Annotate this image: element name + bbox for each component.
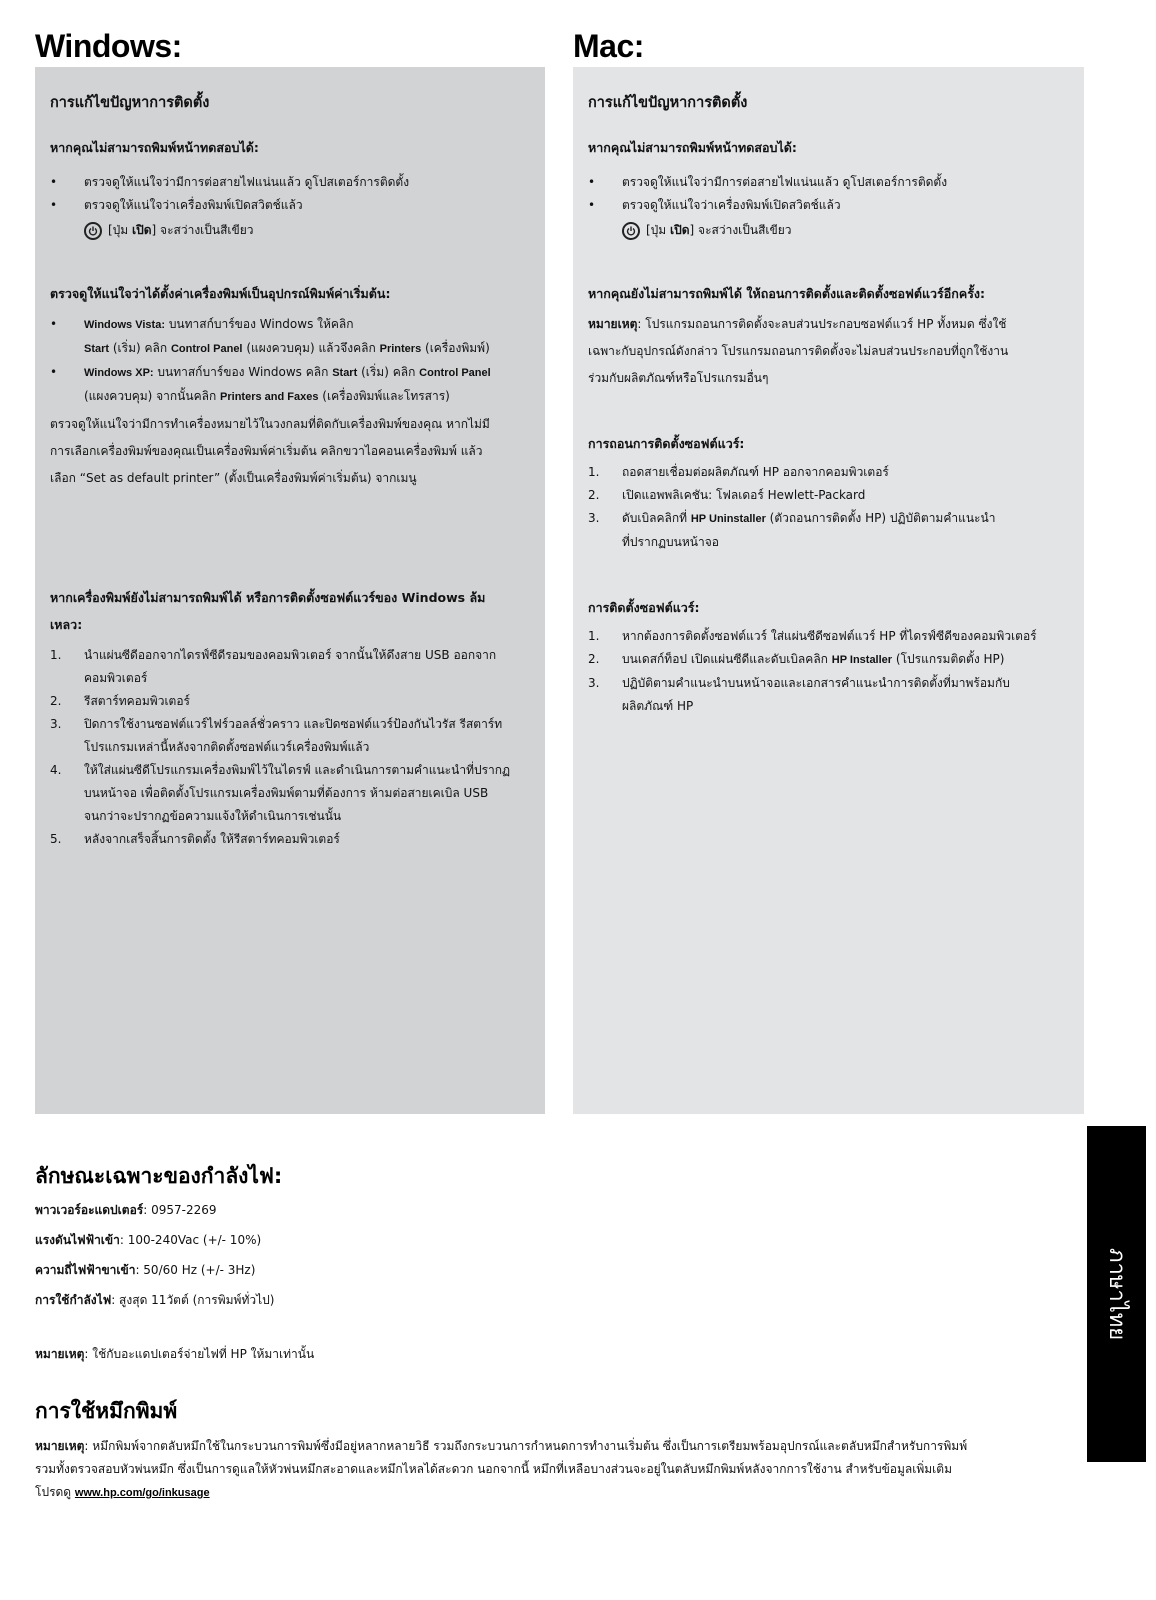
mac-install-sw-heading: การติดตั้งซอฟต์แวร์:	[588, 600, 700, 615]
mac-cannot-print-heading: หากคุณไม่สามารถพิมพ์หน้าทดสอบได้:	[588, 140, 797, 155]
list-item: 5. หลังจากเสร็จสิ้นการติดตั้ง ให้รีสตาร์ทคอมพิวเตอร์	[50, 832, 340, 846]
mac-uninstall-steps	[588, 461, 1068, 554]
windows-title: Windows:	[35, 28, 182, 64]
windows-fail-steps	[50, 644, 529, 851]
spec-frequency: ความถี่ไฟฟ้าขาเข้า: 50/60 Hz (+/- 3Hz)	[35, 1263, 256, 1277]
list-item: • Windows Vista: บนทาสก์บาร์ของ Windows ให้คลิก Start (เริ่ม) คลิก Control Panel (แผงควบคุม) แล้วจึงคลิก Printers (เครื่องพิมพ์)	[50, 317, 490, 355]
windows-install-heading: การแก้ไขปัญหาการติดตั้ง	[50, 95, 210, 111]
list-item: [ปุ่ม เปิด] จะสว่างเป็นสีเขียว	[50, 219, 529, 242]
list-item: • Windows XP: บนทาสก์บาร์ของ Windows คลิก Start (เริ่ม) คลิก Control Panel (แผงควบคุม) จากนั้นคลิก Printers and Faxes (เครื่องพิมพ์และโทรสาร)	[50, 365, 491, 403]
list-item: [ปุ่ม เปิด] จะสว่างเป็นสีเขียว	[588, 219, 1068, 242]
inkusage-link[interactable]: www.hp.com/go/inkusage	[74, 1487, 210, 1499]
mac-panel	[573, 67, 1084, 1114]
power-note: หมายเหตุ: ใช้กับอะแดปเตอร์จ่ายไฟที่ HP ให้มาเท่านั้น	[35, 1347, 315, 1361]
list-item: 3. ปิดการใช้งานซอฟต์แวร์ไฟร์วอลล์ชั่วคราว และปิดซอฟต์แวร์ป้องกันไวรัส รีสตาร์ท โปรแกรมเหล่านี้หลังจากติดตั้งซอฟต์แวร์เครื่องพิมพ์แล้ว	[50, 717, 503, 754]
list-item: 4. ให้ใส่แผ่นซีดีโปรแกรมเครื่องพิมพ์ไว้ในไดรฟ์ และดำเนินการตามคำแนะนำที่ปรากฏ บนหน้าจอ เพื่อติดตั้งโปรแกรมเครื่องพิมพ์ตามที่ต้องการ ห้ามต่อสายเคเบิล USB จนกว่าจะปรากฏข้อความแจ้งให้ดำเนินการเช่นนั้น	[50, 763, 511, 823]
windows-cannot-print-list	[50, 171, 529, 242]
list-item: • ตรวจดูให้แน่ใจว่ามีการต่อสายไฟแน่นแล้ว ดูโปสเตอร์การติดตั้ง	[588, 175, 948, 189]
list-item: 1. ถอดสายเชื่อมต่อผลิตภัณฑ์ HP ออกจากคอมพิวเตอร์	[588, 465, 889, 479]
list-item: 2. รีสตาร์ทคอมพิวเตอร์	[50, 694, 190, 708]
power-heading: ลักษณะเฉพาะของกำลังไฟ:	[35, 1164, 283, 1188]
language-tab-label: ภาษาไทย	[1104, 1247, 1129, 1341]
windows-default-list	[50, 313, 529, 409]
list-item: 1. หากต้องการติดตั้งซอฟต์แวร์ ใส่แผ่นซีดีซอฟต์แวร์ HP ที่ไดรฟ์ซีดีของคอมพิวเตอร์	[588, 629, 1037, 643]
mac-cannot-print-list	[588, 171, 1068, 242]
spec-consumption: การใช้กำลังไฟ: สูงสุด 11วัตต์ (การพิมพ์ทั่วไป)	[35, 1293, 275, 1307]
mac-reinstall-heading: หากคุณยังไม่สามารถพิมพ์ได้ ให้ถอนการติดตั้งและติดตั้งซอฟต์แวร์อีกครั้ง:	[588, 286, 986, 301]
mac-uninstall-heading: การถอนการติดตั้งซอฟต์แวร์:	[588, 436, 745, 451]
list-item: • ตรวจดูให้แน่ใจว่าเครื่องพิมพ์เปิดสวิตช์แล้ว	[588, 198, 841, 212]
ink-heading: การใช้หมึกพิมพ์	[35, 1399, 178, 1423]
windows-fail-heading: หากเครื่องพิมพ์ยังไม่สามารถพิมพ์ได้ หรือการติดตั้งซอฟต์แวร์ของ Windows ล้ม เหลว:	[50, 590, 486, 632]
ink-note: หมายเหตุ: หมึกพิมพ์จากตลับหมึกใช้ในกระบวนการพิมพ์ซึ่งมีอยู่หลากหลายวิธี รวมถึงกระบวนการกำหนดการทำงานเริ่มต้น ซึ่งเป็นการเตรียมพร้อมอุปกรณ์และตลับหมึกสำหรับการพิมพ์ รวมทั้งตรวจสอบหัวพ่นหมึก ซึ่งเป็นการดูแลให้หัวพ่นหมึกสะอาดและหมึกไหลได้สะดวก นอกจากนี้ หมึกที่เหลือบางส่วนจะอยู่ในตลับหมึกพิมพ์หลังจากการใช้งาน สำหรับข้อมูลเพิ่มเติม โปรดดู www.hp.com/go/inkusage	[35, 1439, 968, 1499]
mac-title: Mac:	[573, 28, 644, 64]
list-item: 2. บนเดสก์ท็อป เปิดแผ่นซีดีและดับเบิลคลิก HP Installer (โปรแกรมติดตั้ง HP)	[588, 652, 1005, 666]
mac-install-steps	[588, 625, 1068, 718]
list-item: 2. เปิดแอพพลิเคชัน: โฟลเดอร์ Hewlett-Packard	[588, 488, 866, 502]
mac-install-heading: การแก้ไขปัญหาการติดตั้ง	[588, 95, 748, 111]
windows-default-heading: ตรวจดูให้แน่ใจว่าได้ตั้งค่าเครื่องพิมพ์เป็นอุปกรณ์พิมพ์ค่าเริ่มต้น:	[50, 286, 391, 301]
list-item: • ตรวจดูให้แน่ใจว่าเครื่องพิมพ์เปิดสวิตช์แล้ว	[50, 198, 303, 212]
windows-panel	[35, 67, 545, 1114]
list-item: 3. ปฏิบัติตามคำแนะนำบนหน้าจอและเอกสารคำแนะนำการติดตั้งที่มาพร้อมกับ ผลิตภัณฑ์ HP	[588, 676, 1010, 713]
windows-default-paragraph: ตรวจดูให้แน่ใจว่ามีการทำเครื่องหมายไว้ในวงกลมที่ติดกับเครื่องพิมพ์ของคุณ หากไม่มี การเลือกเครื่องพิมพ์ของคุณเป็นเครื่องพิมพ์ค่าเริ่มต้น คลิกขวาไอคอนเครื่องพิมพ์ แล้ว เลือก “Set as default printer” (ตั้งเป็นเครื่องพิมพ์ค่าเริ่มต้น) จากเมนู	[50, 417, 490, 485]
language-tab	[1087, 1126, 1146, 1462]
list-item: 3. ดับเบิลคลิกที่ HP Uninstaller (ตัวถอนการติดตั้ง HP) ปฏิบัติตามคำแนะนำ ที่ปรากฏบนหน้าจอ	[588, 511, 996, 549]
power-spec-list	[35, 1195, 1035, 1315]
power-icon	[622, 222, 640, 240]
mac-note-paragraph: หมายเหตุ: โปรแกรมถอนการติดตั้งจะลบส่วนประกอบซอฟต์แวร์ HP ทั้งหมด ซึ่งใช้ เฉพาะกับอุปกรณ์ดังกล่าว โปรแกรมถอนการติดตั้งจะไม่ลบส่วนประกอบที่ถูกใช้งาน ร่วมกับผลิตภัณฑ์หรือโปรแกรมอื่นๆ	[588, 317, 1009, 385]
windows-cannot-print-heading: หากคุณไม่สามารถพิมพ์หน้าทดสอบได้:	[50, 140, 259, 155]
spec-adapter: พาวเวอร์อะแดปเตอร์: 0957-2269	[35, 1203, 217, 1217]
list-item: 1. นำแผ่นซีดีออกจากไดรฟ์ซีดีรอมของคอมพิวเตอร์ จากนั้นให้ดึงสาย USB ออกจาก คอมพิวเตอร์	[50, 648, 497, 685]
list-item: • ตรวจดูให้แน่ใจว่ามีการต่อสายไฟแน่นแล้ว ดูโปสเตอร์การติดตั้ง	[50, 175, 410, 189]
spec-voltage: แรงดันไฟฟ้าเข้า: 100-240Vac (+/- 10%)	[35, 1233, 262, 1247]
power-icon	[84, 222, 102, 240]
